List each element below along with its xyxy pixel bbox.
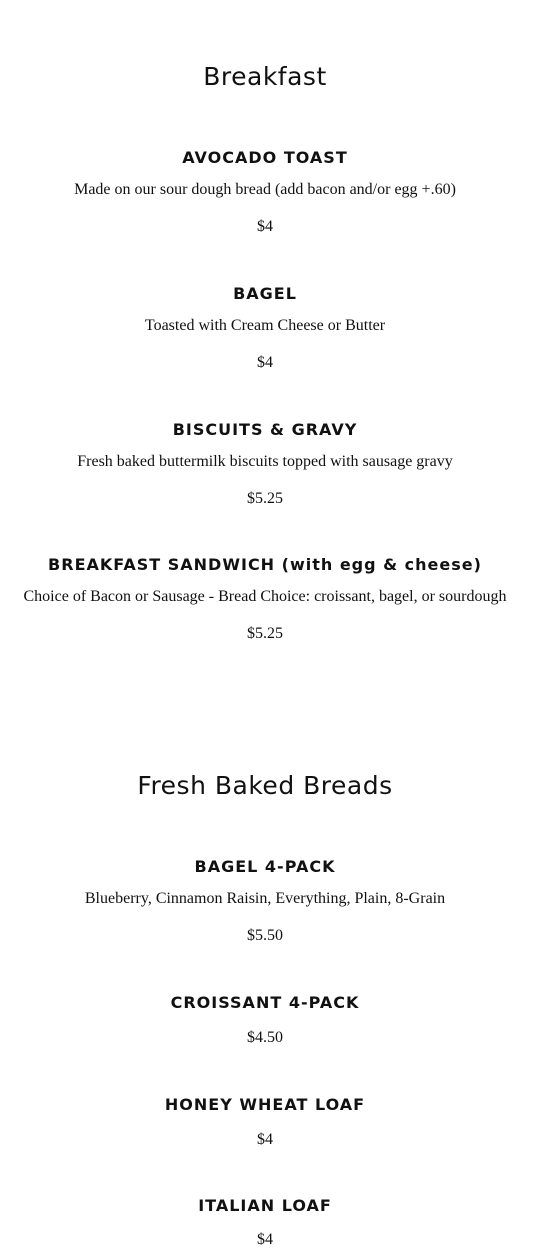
section-title-fresh-baked-breads: Fresh Baked Breads [137, 771, 393, 800]
section-title-breakfast: Breakfast [203, 62, 327, 91]
item-description: Toasted with Cream Cheese or Butter [144, 317, 386, 334]
item-name: CROISSANT 4-PACK [170, 993, 360, 1012]
item-name: BISCUITS & GRAVY [172, 420, 358, 439]
item-price: $4 [257, 354, 273, 371]
item-name: ITALIAN LOAF [198, 1196, 332, 1215]
item-price: $5.25 [247, 625, 283, 642]
item-description: Fresh baked buttermilk biscuits topped with sausage gravy [77, 453, 453, 470]
item-price: $5.50 [247, 927, 283, 944]
item-name: HONEY WHEAT LOAF [164, 1095, 366, 1114]
item-price: $4 [257, 218, 273, 235]
item-description: Blueberry, Cinnamon Raisin, Everything, Plain, 8-Grain [84, 890, 446, 907]
item-price: $4.50 [247, 1029, 283, 1046]
item-name: BAGEL [233, 284, 297, 303]
item-name: AVOCADO TOAST [182, 148, 348, 167]
item-description: Choice of Bacon or Sausage - Bread Choice: croissant, bagel, or sourdough [23, 588, 507, 605]
item-price: $4 [257, 1231, 273, 1248]
item-price: $5.25 [247, 490, 283, 507]
item-name: BAGEL 4-PACK [194, 857, 336, 876]
item-description: Made on our sour dough bread (add bacon and/or egg +.60) [74, 181, 456, 198]
item-price: $4 [257, 1131, 273, 1148]
item-name: BREAKFAST SANDWICH (with egg & cheese) [48, 555, 482, 574]
